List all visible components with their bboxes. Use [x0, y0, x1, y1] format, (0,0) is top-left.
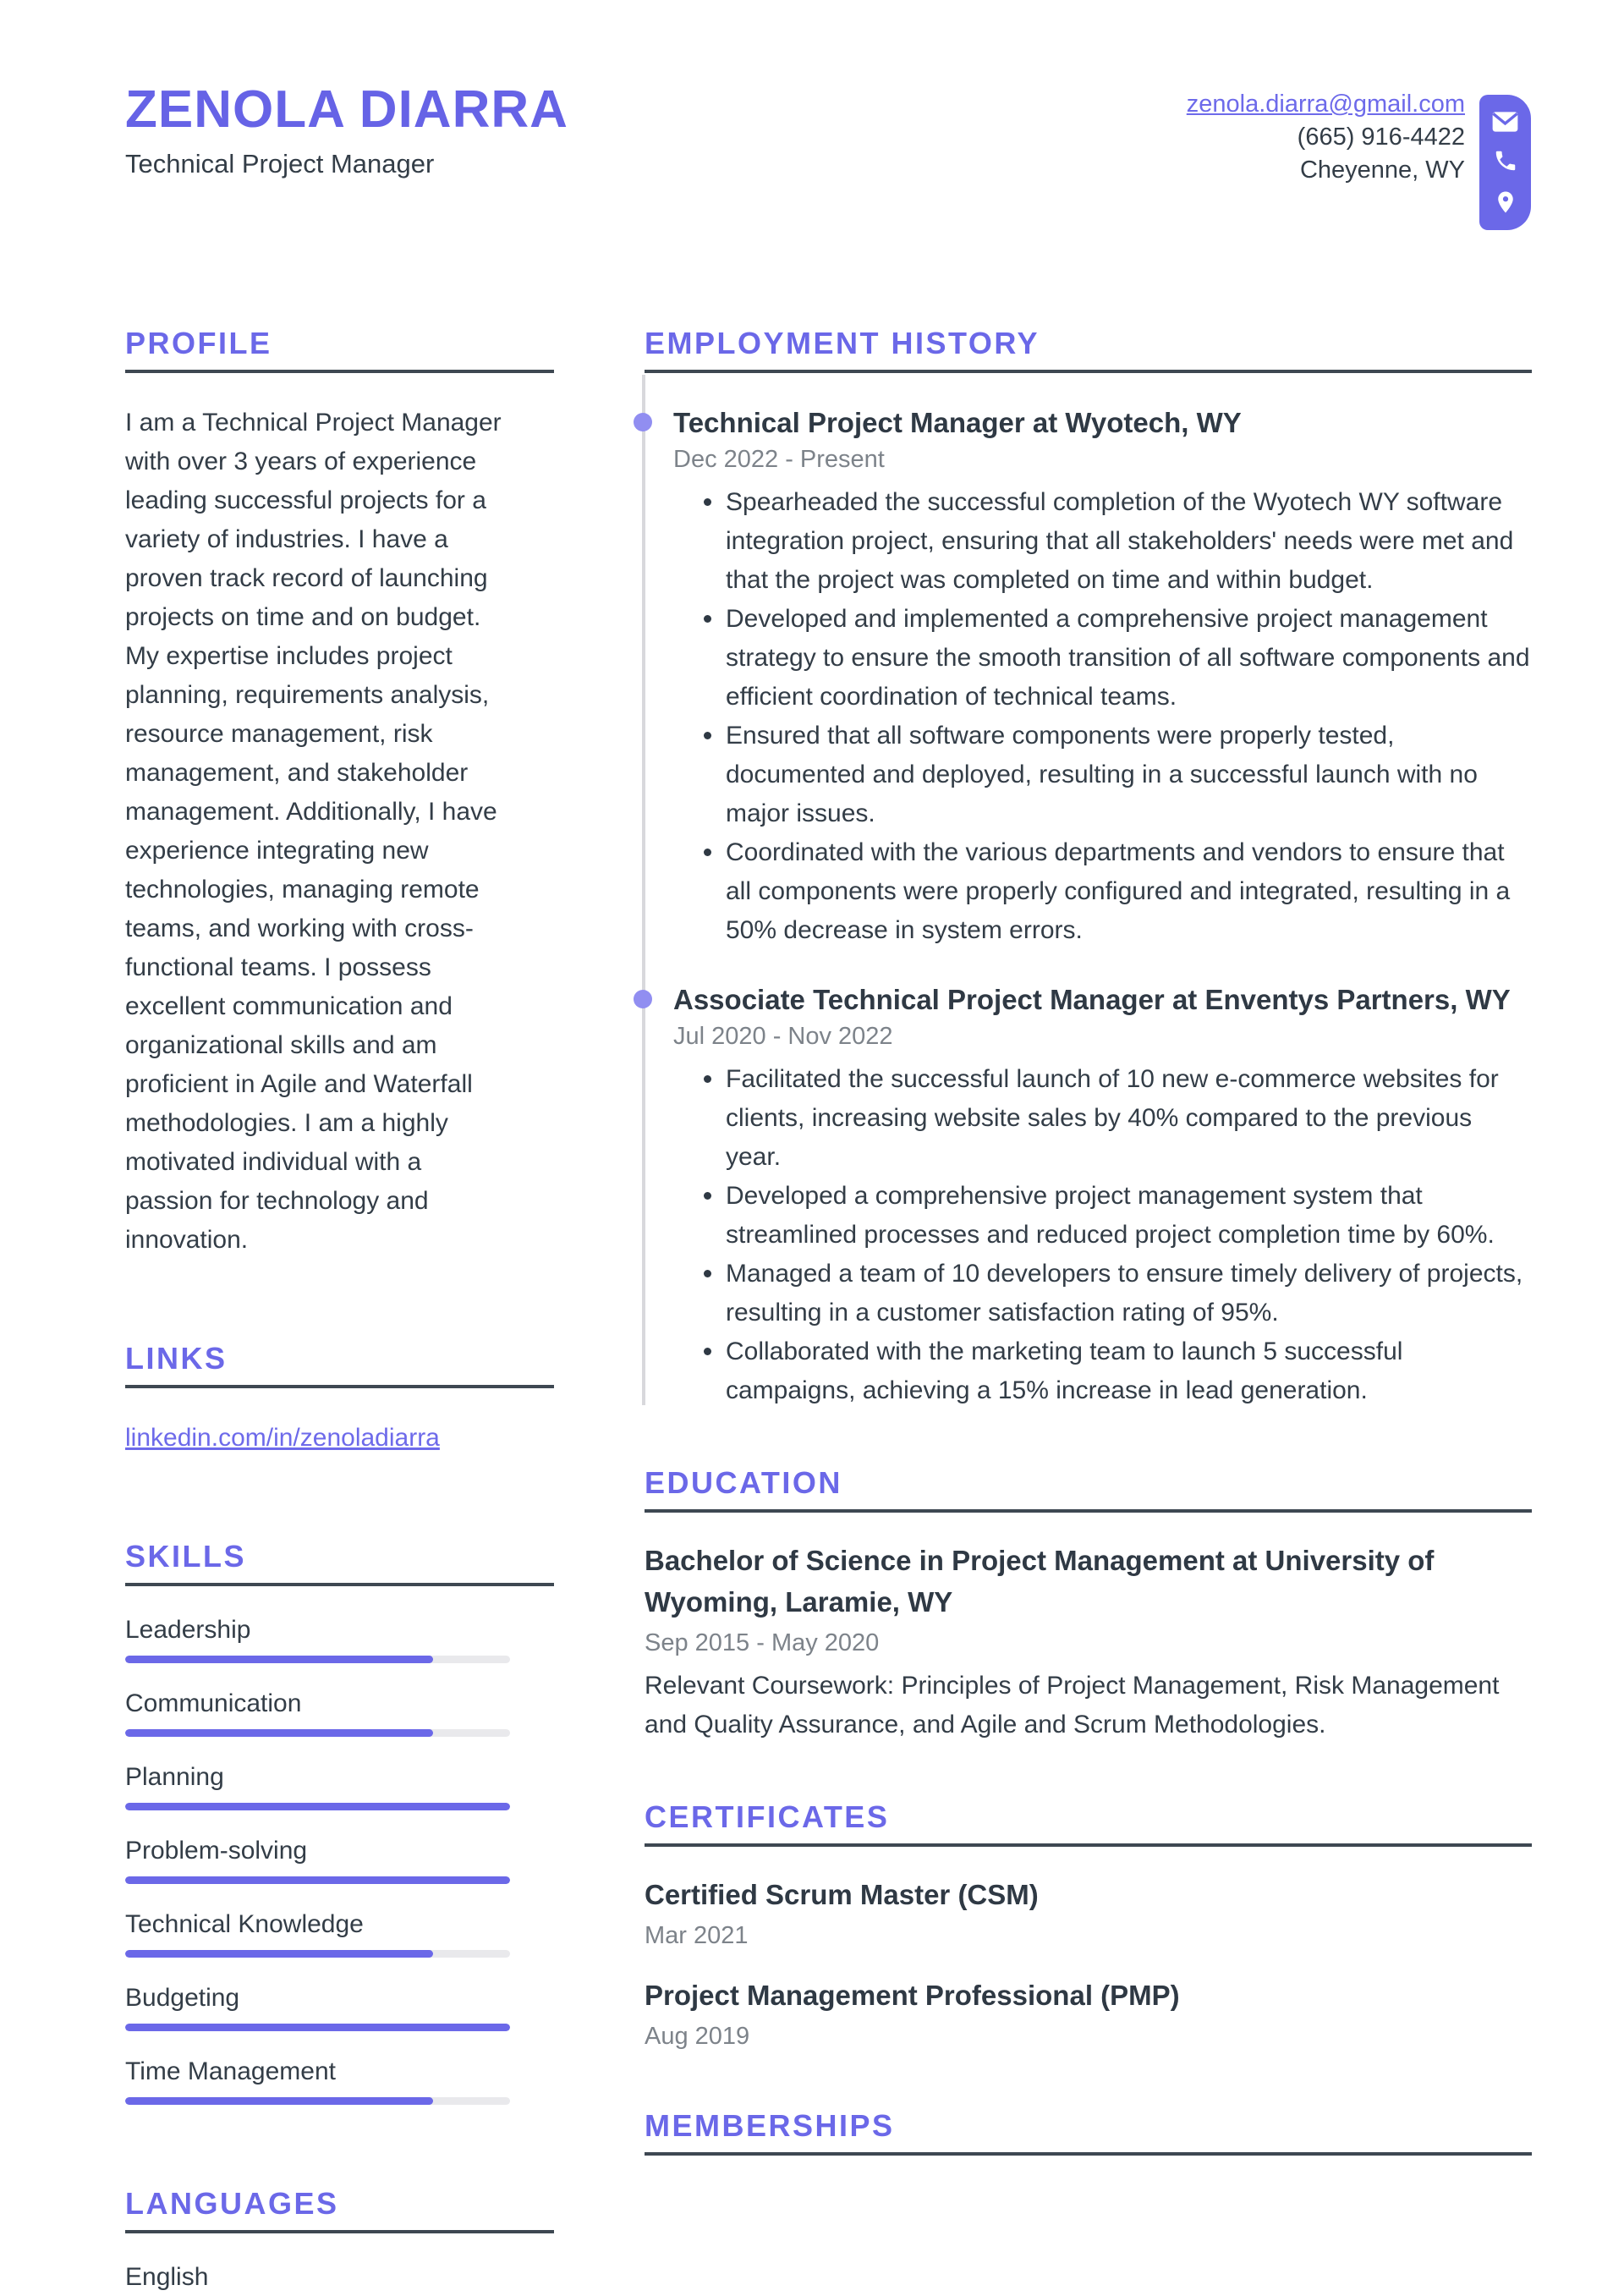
skill-item: [125, 1685, 510, 1737]
profile-link[interactable]: linkedin.com/in/zenoladiarra: [125, 1424, 440, 1452]
job-title: Associate Technical Project Manager at Enventys Partners, WY: [673, 984, 1511, 1015]
job-bullet: Managed a team of 10 developers to ensure timely delivery of projects, resulting in a customer satisfaction rating of 95%.: [726, 1255, 1532, 1332]
section-divider: [125, 1583, 554, 1586]
skill-item: [125, 1759, 510, 1810]
link-row: [125, 1419, 554, 1458]
education-entry: [645, 1540, 1532, 1744]
contact-block: [1187, 88, 1465, 187]
certificates-list: [645, 1874, 1532, 2053]
job-title: Technical Project Manager at Wyotech, WY: [673, 407, 1242, 438]
certificate-period: Aug 2019: [645, 2023, 750, 2050]
job-period: Jul 2020 - Nov 2022: [673, 1023, 893, 1050]
job-bullet: Spearheaded the successful completion of the Wyotech WY software integration project, ensuring that all stakeholders' needs were met and that the project was completed on time and within budget.: [726, 483, 1532, 600]
skill-bar-track: [125, 1656, 510, 1663]
links-section: [125, 1340, 554, 1458]
employment-heading: EMPLOYMENT HISTORY: [645, 326, 1040, 360]
memberships-section: [645, 2107, 1532, 2156]
certificate-title: Certified Scrum Master (CSM): [645, 1879, 1039, 1910]
section-divider: [125, 2230, 554, 2233]
skill-name: Leadership: [125, 1616, 251, 1644]
main-content: [645, 325, 1532, 2296]
contact-email-row: [1187, 88, 1465, 121]
education-list: [645, 1540, 1532, 1744]
email-link[interactable]: zenola.diarra@gmail.com: [1186, 91, 1465, 118]
certificate-title: Project Management Professional (PMP): [645, 1980, 1180, 2011]
languages-heading: LANGUAGES: [125, 2186, 339, 2221]
section-divider: [645, 1843, 1532, 1847]
skill-item: [125, 1832, 510, 1884]
skill-bar-fill: [125, 2024, 510, 2031]
section-divider: [645, 2152, 1532, 2156]
skill-bar-fill: [125, 1656, 433, 1663]
phone-icon: [1493, 148, 1518, 173]
section-divider: [125, 370, 554, 373]
skill-bar-track: [125, 2097, 510, 2105]
certificate-entry: [645, 1874, 1532, 1953]
job-entry: [645, 404, 1532, 950]
languages-section: [125, 2185, 554, 2296]
skill-bar-track: [125, 2024, 510, 2031]
job-entry: [645, 980, 1532, 1410]
skill-name: Problem-solving: [125, 1837, 308, 1865]
timeline-dot-icon: [634, 990, 652, 1008]
certificate-entry: [645, 1975, 1532, 2053]
skill-bar-track: [125, 1876, 510, 1884]
skills-section: [125, 1538, 554, 2105]
section-divider: [125, 1385, 554, 1388]
certificate-period: Mar 2021: [645, 1922, 749, 1949]
job-bullet: Facilitated the successful launch of 10 new e-commerce websites for clients, increasing website sales by 40% compared to the previous year.: [726, 1060, 1532, 1177]
employment-timeline: [645, 404, 1532, 1410]
education-section: [645, 1464, 1532, 1744]
person-name: ZENOLA DIARRA: [125, 80, 568, 139]
education-description: Relevant Coursework: Principles of Project Management, Risk Management and Quality Assurance, and Agile and Scrum Methodologies.: [645, 1672, 1500, 1738]
skill-name: Planning: [125, 1763, 224, 1791]
education-heading: EDUCATION: [645, 1465, 842, 1500]
profile-text: I am a Technical Project Manager with over 3 years of experience leading successful projects for a variety of industries. I have a proven track record of launching projects on time and on budget. My expertise includes project planning, requirements analysis, resource management, risk management, and stakeholder management. Additionally, I have experience integrating new technologies, managing remote teams, and working with cross-functional teams. I possess excellent communication and organizational skills and am proficient in Agile and Waterfall methodologies. I am a highly motivated individual with a passion for technology and innovation.: [125, 409, 502, 1254]
location-pin-icon: [1493, 190, 1518, 215]
education-degree: Bachelor of Science in Project Management at University of Wyoming, Laramie, WY: [645, 1545, 1435, 1618]
section-divider: [645, 370, 1532, 373]
skill-bar-fill: [125, 1876, 510, 1884]
language-name: English: [125, 2263, 209, 2291]
job-header: [645, 980, 1532, 1019]
sidebar: [125, 325, 554, 2296]
profile-heading: PROFILE: [125, 326, 272, 360]
skill-bar-fill: [125, 2097, 433, 2105]
links-heading: LINKS: [125, 1341, 228, 1376]
certificates-heading: CERTIFICATES: [645, 1799, 890, 1834]
job-bullet-list: [645, 1060, 1532, 1410]
contact-location: Cheyenne, WY: [1299, 157, 1465, 184]
job-bullet: Developed a comprehensive project management system that streamlined processes and reduced project completion time by 60%.: [726, 1177, 1532, 1255]
skill-bar-track: [125, 1950, 510, 1958]
job-bullet-list: [645, 483, 1532, 950]
skill-item: [125, 1612, 510, 1663]
job-bullet: Ensured that all software components were properly tested, documented and deployed, resulting in a successful launch with no major issues.: [726, 717, 1532, 833]
skill-item: [125, 1906, 510, 1958]
skill-item: [125, 2053, 510, 2105]
languages-list: [125, 2259, 510, 2296]
skill-name: Budgeting: [125, 1984, 240, 2012]
skill-bar-fill: [125, 1950, 433, 1958]
skill-name: Communication: [125, 1689, 302, 1717]
education-period: Sep 2015 - May 2020: [645, 1629, 880, 1656]
envelope-icon: [1492, 111, 1518, 133]
job-period: Dec 2022 - Present: [673, 446, 885, 473]
section-divider: [645, 1509, 1532, 1513]
skills-heading: SKILLS: [125, 1539, 247, 1574]
language-item: [125, 2259, 510, 2296]
job-bullet: Developed and implemented a comprehensive project management strategy to ensure the smooth transition of all software components and efficient coordination of technical teams.: [726, 600, 1532, 717]
skill-name: Technical Knowledge: [125, 1910, 364, 1938]
job-bullet: Coordinated with the various departments and vendors to ensure that all components were properly configured and integrated, resulting in a 50% decrease in system errors.: [726, 833, 1532, 950]
skills-list: [125, 1612, 510, 2105]
links-list: [125, 1419, 554, 1458]
job-bullet: Collaborated with the marketing team to launch 5 successful campaigns, achieving a 15% increase in lead generation.: [726, 1332, 1532, 1410]
certificates-section: [645, 1799, 1532, 2053]
skill-name: Time Management: [125, 2057, 336, 2085]
skill-bar-track: [125, 1729, 510, 1737]
person-job-title: Technical Project Manager: [125, 149, 435, 179]
job-header: [645, 404, 1532, 442]
skill-bar-fill: [125, 1729, 433, 1737]
contact-icon-rail: [1479, 95, 1531, 230]
profile-section: [125, 325, 554, 1260]
skill-item: [125, 1980, 510, 2031]
skill-bar-fill: [125, 1803, 510, 1810]
memberships-heading: MEMBERSHIPS: [645, 2108, 895, 2143]
contact-phone: (665) 916-4422: [1297, 124, 1465, 151]
employment-section: [645, 325, 1532, 1410]
timeline-dot-icon: [634, 413, 652, 431]
skill-bar-track: [125, 1803, 510, 1810]
